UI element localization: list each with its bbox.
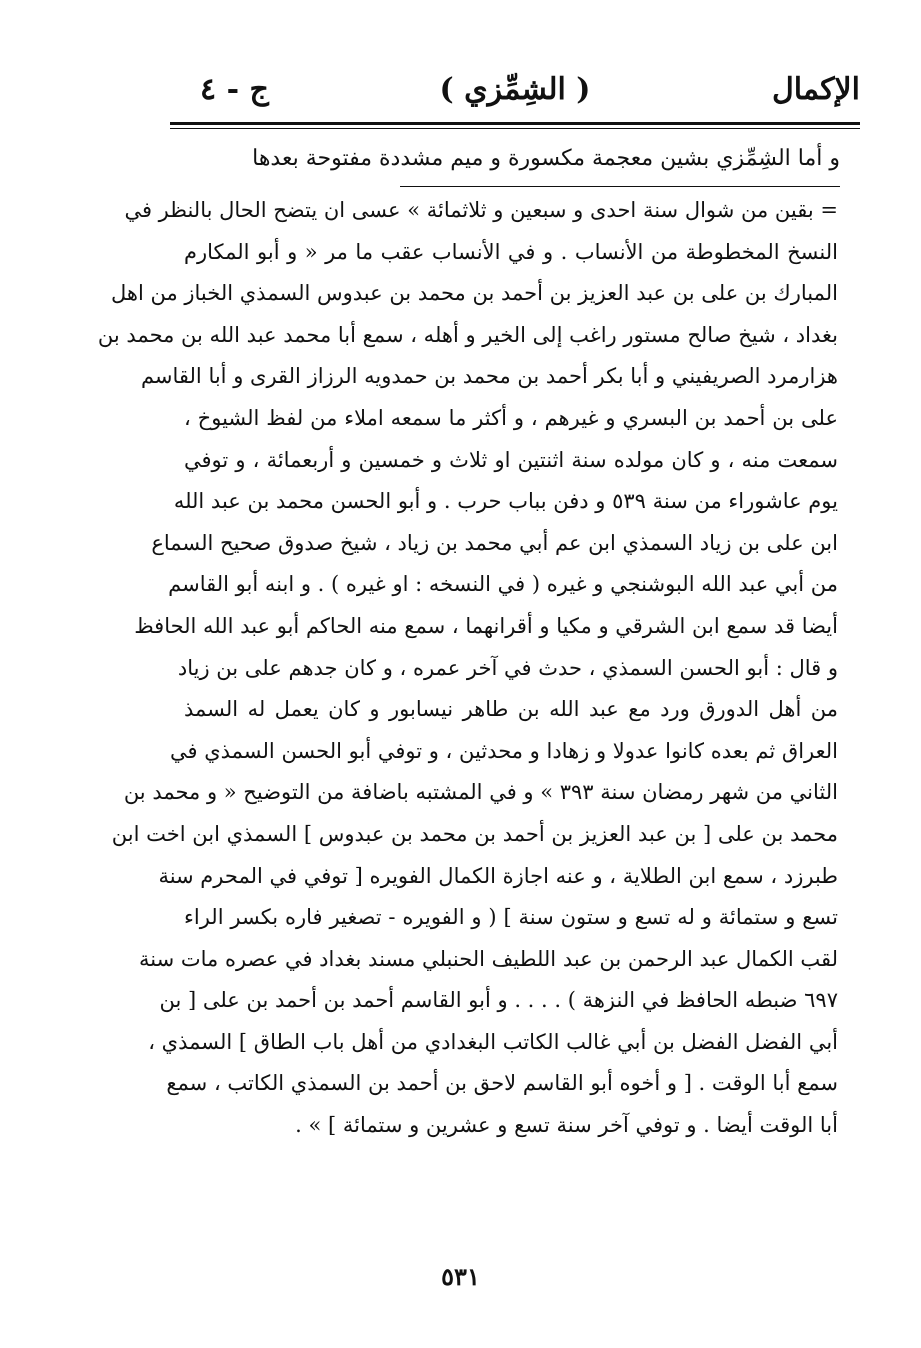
- running-head: [170, 64, 860, 120]
- text-line: المبارك بن على بن عبد العزيز بن أحمد بن محمد بن عبدوس السمذي الخباز من اهل: [111, 281, 838, 306]
- text-line: ابن على بن زياد السمذي ابن عم أبي محمد بن زياد ، شيخ صدوق صحيح السماع: [151, 530, 838, 555]
- text-line: أبا الوقت أيضا . و توفي آخر سنة تسع و عشرين و ستمائة ] » .: [295, 1113, 838, 1138]
- text-line: = بقين من شوال سنة احدى و سبعين و ثلاثمائة » عسى ان يتضح الحال بالنظر في: [124, 198, 838, 222]
- page-number: ٥٣١: [441, 1262, 480, 1291]
- text-line: طبرزد ، سمع ابن الطلاية ، و عنه اجازة الكمال الفويره [ توفي في المحرم سنة: [158, 863, 838, 888]
- text-line: أبي الفضل الفضل بن أبي غالب الكاتب البغدادي من أهل باب الطاق ] السمذي ،: [148, 1029, 838, 1054]
- text-line: من أهل الدورق ورد مع عبد الله بن طاهر نيسابور و كان يعمل له السمذ: [184, 697, 838, 722]
- entry-title: ( الشِمِّزي ): [439, 72, 591, 107]
- main-text-line: و أما الشِمِّزي بشين معجمة مكسورة و ميم مشددة مفتوحة بعدها: [252, 146, 840, 171]
- text-line: الثاني من شهر رمضان سنة ٣٩٣ » و في المشتبه باضافة من التوضيح « و محمد بن: [123, 780, 838, 805]
- text-line: العراق ثم بعده كانوا عدولا و زهادا و محدثين ، و توفي أبو الحسن السمذي في: [169, 738, 838, 763]
- text-line: و قال : أبو الحسن السمذي ، حدث في آخر عمره ، و كان جدهم على بن زياد: [177, 655, 838, 680]
- text-line: يوم عاشوراء من سنة ٥٣٩ و دفن بباب حرب . و أبو الحسن محمد بن عبد الله: [173, 489, 838, 514]
- text-line: ٦٩٧ ضبطه الحافظ في النزهة ) . . . . و أبو القاسم أحمد بن أحمد بن على [ بن: [159, 988, 838, 1013]
- text-line: محمد بن على [ بن عبد العزيز بن أحمد بن محمد بن عبدوس ] السمذي ابن اخت ابن: [111, 821, 838, 846]
- footnote-separator: [400, 186, 840, 187]
- text-line: من أبي عبد الله البوشنجي و غيره ( في النسخه : او غيره ) . و ابنه أبو القاسم: [168, 572, 838, 597]
- text-line: بغداد ، شيخ صالح مستور راغب إلى الخير و أهله ، سمع أبا محمد عبد الله بن محمد بن: [97, 322, 838, 347]
- text-line: تسع و ستمائة و له تسع و ستون سنة ] ( و الفويره - تصغير فاره بكسر الراء: [184, 905, 838, 930]
- text-line: سمع أبا الوقت . [ و أخوه أبو القاسم لاحق بن أحمد بن السمذي الكاتب ، سمع: [166, 1071, 838, 1096]
- text-line: النسخ المخطوطة من الأنساب . و في الأنساب عقب ما مر « و أبو المكارم: [184, 239, 838, 264]
- text-line: على بن أحمد بن البسري و غيرهم ، و أكثر ما سمعه املاء من لفظ الشيوخ ،: [184, 405, 838, 430]
- text-line: سمعت منه ، و كان مولده سنة اثنتين او ثلاث و خمسين و أربعمائة ، و توفي: [184, 447, 838, 472]
- text-line: هزارمرد الصريفيني و أبا بكر أحمد بن محمد بن حمدويه الرزاز القرى و أبا القاسم: [140, 364, 838, 389]
- footnote-text: [97, 190, 838, 1147]
- text-line: أيضا قد سمع ابن الشرقي و مكيا و أقرانهما ، سمع منه الحاكم أبو عبد الله الحافظ: [134, 613, 838, 638]
- book-title: الإكمال: [771, 72, 860, 107]
- header-rule-thin: [170, 128, 860, 129]
- text-line: لقب الكمال عبد الرحمن بن عبد اللطيف الحنبلي مسند بغداد في عصره مات سنة: [139, 946, 838, 971]
- volume-number: ج - ٤: [200, 72, 269, 107]
- header-rule: [170, 122, 860, 125]
